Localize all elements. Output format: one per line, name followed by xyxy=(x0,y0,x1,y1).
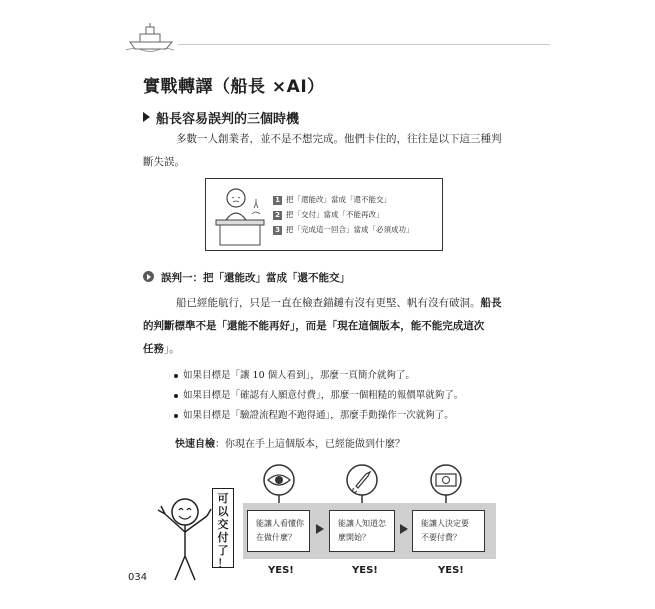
cheering-person-illustration xyxy=(155,484,217,584)
intro-paragraph: 多數一人創業者，並不是不想完成。他們卡住的，往往是以下這三種判斷失誤。 xyxy=(143,133,502,168)
step-number: 3 xyxy=(273,226,282,235)
flow-text: 能讓人知道怎 xyxy=(338,519,386,528)
subtitle xyxy=(143,108,299,127)
quick-check-label: 快速自檢 xyxy=(175,439,215,450)
arrow-right-icon xyxy=(400,524,408,534)
page-title: 實戰轉譯（船長 ×AI） xyxy=(143,77,325,97)
banner-char: 付 xyxy=(217,531,229,544)
para-line xyxy=(143,292,515,315)
section-heading-text: 誤判一：把「還能改」當成「還不能交」 xyxy=(161,272,350,284)
flow-box xyxy=(329,510,395,552)
step-text: 把「還能改」當成「還不能交」 xyxy=(286,195,391,204)
ship-illustration xyxy=(126,22,178,52)
yes-label: YES! xyxy=(438,565,464,576)
section-heading xyxy=(143,270,350,285)
triangle-bullet-icon xyxy=(143,112,150,122)
header-rule xyxy=(178,44,550,45)
mistake-item xyxy=(273,222,414,237)
page-number: 034 xyxy=(128,572,148,583)
play-circle-icon xyxy=(143,271,154,282)
list-item: 如果目標是「驗證流程跑不跑得通」，那麼手動操作一次就夠了。 xyxy=(174,406,463,426)
step-number: 2 xyxy=(273,211,282,220)
mistake-item xyxy=(273,192,414,207)
quick-check-text: ：你現在手上這個版本，已經能做到什麼？ xyxy=(215,439,405,450)
mistake-item xyxy=(273,207,414,222)
quick-check xyxy=(175,435,405,450)
list-item: 如果目標是「確認有人願意付費」，那麼一個粗糙的報價單就夠了。 xyxy=(174,386,463,406)
banner-char: 交 xyxy=(217,518,229,531)
body-paragraph xyxy=(143,292,515,361)
bullet-list xyxy=(174,366,463,426)
para-bold: 的判斷標準不是「還能不能再好」，而是「現在這個版本，能不能完成這次 xyxy=(143,320,485,332)
flow-box xyxy=(412,510,485,552)
stressed-person-at-desk-illustration xyxy=(212,184,268,246)
flow-text: 能讓人看懂你 xyxy=(256,519,304,528)
flow-text: 不要付費？ xyxy=(421,533,461,542)
banner-char: 可 xyxy=(217,492,229,505)
step-text: 把「完成這一回合」當成「必須成功」 xyxy=(286,225,414,234)
arrow-right-icon xyxy=(316,524,324,534)
flow-text: 能讓人決定要 xyxy=(421,519,469,528)
flow-text: 在做什麼？ xyxy=(256,533,296,542)
flow-text: 麼開始？ xyxy=(338,533,370,542)
flow-box xyxy=(247,510,310,552)
para-text: 」。 xyxy=(164,343,180,355)
deliverable-banner xyxy=(212,488,234,568)
list-item: 如果目標是「讓 10 個人看到」，那麼一頁簡介就夠了。 xyxy=(174,366,463,386)
mistake-list xyxy=(273,192,414,237)
banner-char: 以 xyxy=(217,505,229,518)
yes-label: YES! xyxy=(268,565,294,576)
subtitle-text: 船長容易誤判的三個時機 xyxy=(156,112,300,127)
yes-label: YES! xyxy=(352,565,378,576)
banner-char: 了 xyxy=(217,544,229,557)
banner-char: ！ xyxy=(217,557,229,570)
para-bold: 船長 xyxy=(480,297,502,309)
step-text: 把「交付」當成「不能再改」 xyxy=(286,210,384,219)
step-number: 1 xyxy=(273,196,282,205)
para-text: 船已經能航行，只是一直在檢查錨鏈有沒有更堅、帆有沒有破洞。 xyxy=(176,297,481,309)
para-bold: 任務 xyxy=(143,343,164,355)
